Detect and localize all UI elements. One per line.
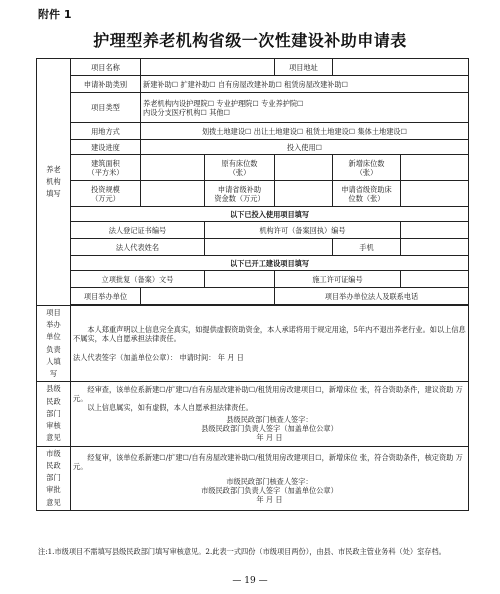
city-date[interactable]: 年 月 日 — [256, 494, 283, 504]
approval-doc-label: 立项批复（备案）文号 — [71, 271, 205, 288]
city-side-label: 市级 民政 部门 审批 意见 — [37, 446, 71, 510]
project-address-value[interactable] — [333, 59, 469, 76]
city-sign-2[interactable]: 市级民政部门负责人签字（加盖单位公章） — [201, 485, 338, 495]
county-sign-1[interactable]: 县级民政部门核查人签字： — [226, 415, 313, 425]
form-title: 护理型养老机构省级一次性建设补助申请表 — [93, 31, 407, 50]
section-started-heading: 以下已开工建设项目填写 — [71, 256, 469, 271]
commitment-block — [71, 306, 469, 382]
application-form — [36, 58, 469, 511]
project-type-options-line-2: 内设分支医疗机构☐ 其他☐ — [143, 107, 231, 117]
page-number: — 19 — — [232, 576, 268, 586]
legal-reg-label: 法人登记证书编号 — [71, 222, 205, 239]
phone-value[interactable] — [401, 239, 469, 256]
commitment-text: 本人郑重声明以上信息完全真实，如提供虚假资助资金，本人承诺将用于规定用途，5年内不退出养老行业。如以上信息不属实，本人自愿承担法律责任。 — [73, 325, 466, 344]
construction-permit-value[interactable] — [401, 271, 469, 288]
applicant-side-label: 养老 机构 填写 — [37, 59, 71, 306]
legal-rep-value[interactable] — [205, 239, 333, 256]
approval-doc-value[interactable] — [205, 271, 275, 288]
legal-rep-label: 法人代表姓名 — [71, 239, 205, 256]
county-sign-2[interactable]: 县级民政部门负责人签字（加盖单位公章） — [201, 424, 338, 434]
footnote: 注:1.市级项目不需填写县级民政部门填写审核意见。2.此表一式四份（市级项目两份），由县、市民政主管业务科（处）室存档。 — [38, 547, 446, 556]
commitment-signature[interactable]: 法人代表签字（加盖单位公章）： 申请时间： 年 月 日 — [73, 353, 244, 363]
progress-label: 建设进度 — [71, 140, 141, 155]
county-block — [71, 382, 469, 446]
project-name-label: 项目名称 — [71, 59, 141, 76]
sponsor-label: 项目举办单位 — [71, 288, 141, 305]
provincial-bed-value[interactable] — [401, 181, 469, 207]
county-text: 经审查，该单位系新建☐/扩建☐/自有房屋改建补助☐/租赁用房改建项目☐，新增床位 张，符合资助条件，建议资助 万元。 — [73, 385, 463, 404]
sponsor-value[interactable] — [141, 288, 275, 305]
area-label: 建筑面积 （平方米） — [71, 155, 141, 181]
project-type-options[interactable] — [141, 93, 469, 123]
county-text-2: 以上信息属实，如有虚假，本人自愿承担法律责任。 — [87, 403, 253, 413]
progress-value[interactable]: 投入使用☐ — [141, 140, 469, 155]
orig-beds-label: 原有床位数 （张） — [205, 155, 275, 181]
provincial-bed-label: 申请省级资助床 位数（张） — [333, 181, 401, 207]
project-address-label: 项目地址 — [275, 59, 333, 76]
invest-label: 投资规模 （万元） — [71, 181, 141, 207]
city-sign-1[interactable]: 市级民政部门核查人签字： — [226, 476, 313, 486]
new-beds-value[interactable] — [401, 155, 469, 181]
city-text: 经复审，该单位系新建☐/扩建☐/自有房屋改建补助☐/租赁用房改建项目☐，新增床位 张，符合资助条件，核定资助 万元。 — [73, 452, 463, 471]
new-beds-label: 新增床位数 （张） — [333, 155, 401, 181]
license-value[interactable] — [401, 222, 469, 239]
license-label: 机构许可（备案回执）编号 — [205, 222, 401, 239]
subsidy-type-options[interactable]: 新建补助☐ 扩建补助☐ 自有房屋改建补助☐ 租赁房屋改建补助☐ — [141, 76, 469, 93]
annex-label: 附件 1 — [38, 8, 72, 21]
provincial-fund-label: 申请省级补助 资金数（万元） — [205, 181, 275, 207]
construction-permit-label: 施工许可证编号 — [275, 271, 401, 288]
county-side-label: 县级 民政 部门 审核 意见 — [37, 382, 71, 446]
county-date[interactable]: 年 月 日 — [256, 433, 283, 443]
commitment-side-label: 项目 举办 单位 负责 人填 写 — [37, 306, 71, 382]
project-type-label: 项目类型 — [71, 93, 141, 123]
area-value[interactable] — [141, 155, 205, 181]
section-in-use-heading: 以下已投入使用项目填写 — [71, 207, 469, 222]
provincial-fund-value[interactable] — [275, 181, 333, 207]
city-block — [71, 446, 469, 510]
phone-label: 手机 — [333, 239, 401, 256]
invest-value[interactable] — [141, 181, 205, 207]
project-type-options-line-1: 养老机构内设护理院☐ 专业护理院☐ 专业养护院☐ — [143, 98, 304, 108]
land-use-options[interactable]: 划拨土地建设☐ 出让土地建设☐ 租赁土地建设☐ 集体土地建设☐ — [141, 123, 469, 140]
subsidy-type-label: 申请补助类别 — [71, 76, 141, 93]
project-name-value[interactable] — [141, 59, 275, 76]
land-use-label: 用地方式 — [71, 123, 141, 140]
orig-beds-value[interactable] — [275, 155, 333, 181]
sponsor-contact-label: 项目举办单位法人及联系电话 — [275, 288, 469, 305]
